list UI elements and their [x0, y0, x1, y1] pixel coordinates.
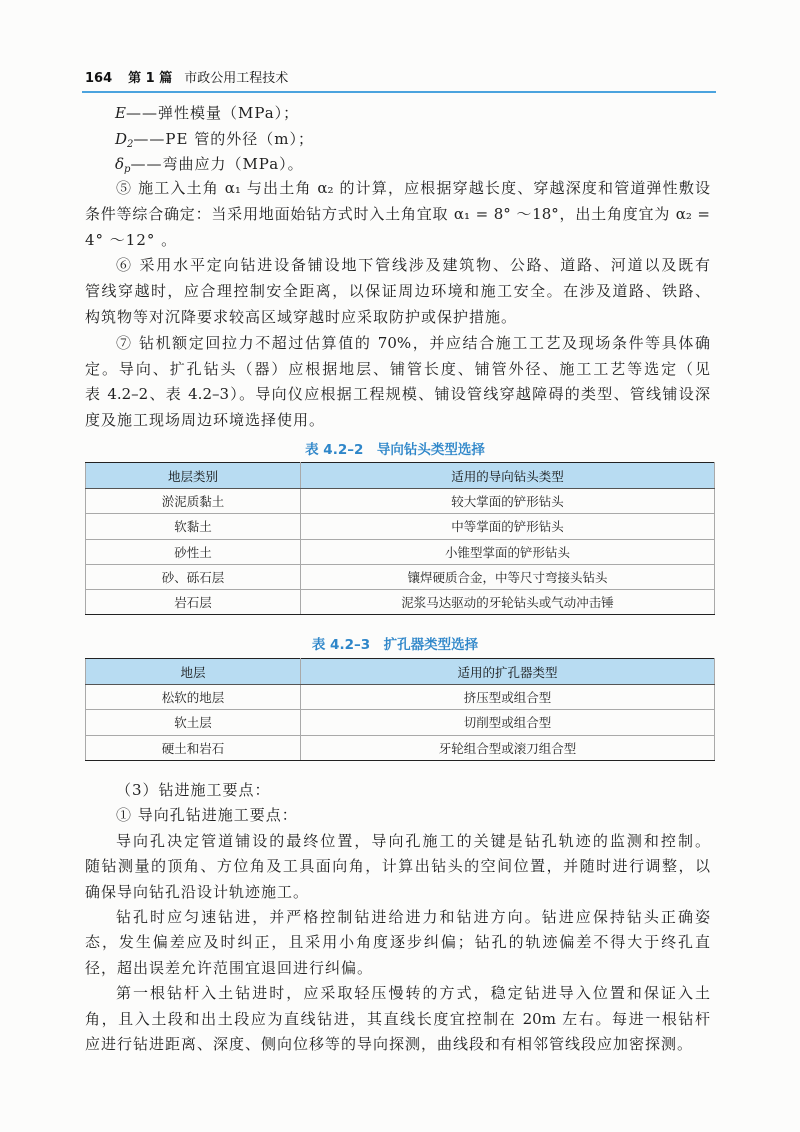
text-line: 态，发生偏差应及时纠正，且采用小角度逐步纠偏；钻孔的轨迹偏差不得大于终孔直: [85, 933, 710, 952]
table-cell: 中等掌面的铲形钻头: [301, 514, 715, 539]
table-header-cell: 适用的导向钻头类型: [301, 463, 715, 489]
text-line: ⑥ 采用水平定向钻进设备铺设地下管线涉及建筑物、公路、道路、河道以及既有: [116, 256, 710, 275]
section-heading: （3）钻进施工要点：: [116, 781, 271, 799]
text-line: 径，超出误差允许范围宜退回进行纠偏。: [85, 958, 374, 977]
table-cell: 牙轮组合型或滚刀组合型: [301, 735, 715, 760]
table-cell: 砂性土: [86, 539, 301, 564]
text-line: 应进行钻进距离、深度、侧向位移等的导向探测，曲线段和有相邻管线段应加密探测。: [85, 1034, 694, 1053]
table-cell: 砂、砾石层: [86, 564, 301, 589]
table-cell: 淤泥质黏土: [86, 489, 301, 514]
page-number: 164: [85, 71, 113, 86]
part-title: 市政公用工程技术: [184, 71, 289, 86]
table-row: [86, 489, 715, 514]
table-row: [86, 539, 715, 564]
definition-line: [115, 127, 515, 153]
table-header-row: [86, 659, 715, 685]
header-rule: [82, 91, 716, 93]
table-row: [86, 710, 715, 735]
table-header-cell: 地层: [86, 659, 301, 685]
text-line: ⑤ 施工入土角 α₁ 与出土角 α₂ 的计算，应根据穿越长度、穿越深度和管道弹性敷设: [116, 179, 710, 197]
paragraph: [85, 905, 710, 981]
paragraph-item-7: [85, 331, 710, 434]
table-header-cell: 地层类别: [86, 463, 301, 489]
text-line: 4° ～12° 。: [85, 230, 178, 249]
text-line: 管线穿越时，应合理控制安全距离，以保证周边环境和施工安全。在涉及道路、铁路、: [85, 282, 710, 301]
text-line: 构筑物等对沉降要求较高区域穿越时应采取防护或保护措施。: [85, 307, 518, 326]
paragraph: [85, 981, 710, 1057]
table-cell: 软土层: [86, 710, 301, 735]
table-cell: 泥浆马达驱动的牙轮钻头或气动冲击锤: [301, 590, 715, 615]
table-cell: 硬土和岩石: [86, 735, 301, 760]
table-cell: 小锥型掌面的铲形钻头: [301, 539, 715, 564]
subsection-heading: ① 导向孔钻进施工要点：: [116, 806, 298, 825]
text-line: 表 4.2–2、表 4.2–3）。导向仪应根据工程规模、铺设管线穿越障碍的类型、管线铺设深: [85, 385, 710, 404]
text-line: 度及施工现场周边环境选择使用。: [85, 411, 326, 430]
drill-bit-table: [85, 462, 715, 615]
symbol: E: [115, 104, 126, 122]
definition-text: ——PE 管的外径（m）；: [133, 129, 314, 148]
definition-text: ——弹性模量（MPa）；: [125, 104, 300, 122]
symbol-subscript: p: [124, 164, 131, 175]
running-header: [85, 70, 288, 88]
table-row: [86, 590, 715, 615]
table-cell: 镶焊硬质合金，中等尺寸弯接头钻头: [301, 564, 715, 589]
definition-line: [115, 152, 515, 178]
text-line: 角，且入土段和出土段应为直线钻进，其直线长度宜控制在 20m 左右。每进一根钻杆: [85, 1009, 710, 1028]
table-cell: 软黏土: [86, 514, 301, 539]
paragraph: [85, 829, 710, 905]
lower-body-text: [85, 778, 710, 1057]
paragraph-item-6: [85, 253, 710, 330]
reamer-table: [85, 658, 715, 761]
table-header-row: [86, 463, 715, 489]
table-caption: 表 4.2–2 导向钻头类型选择: [305, 442, 485, 458]
definition-text: ——弯曲应力（MPa）。: [130, 155, 304, 173]
text-line: 第一根钻杆入土钻进时，应采取轻压慢转的方式，稳定钻进导入位置和保证入土: [116, 984, 710, 1003]
table-cell: 岩石层: [86, 590, 301, 615]
table-cell: 松软的地层: [86, 685, 301, 710]
definition-line: [115, 101, 515, 127]
table-header-cell: 适用的扩孔器类型: [301, 659, 715, 685]
text-line: 钻孔时应匀速钻进，并严格控制钻进给进力和钻进方向。钻进应保持钻头正确姿: [116, 907, 710, 926]
text-line: 定。导向、扩孔钻头（器）应根据地层、铺管长度、铺管外径、施工工艺等选定（见: [85, 359, 710, 378]
part-label: 第 1 篇: [128, 71, 173, 86]
paragraph-item-5: [85, 176, 710, 253]
table-row: [86, 685, 715, 710]
text-line: 条件等综合确定：当采用地面始钻方式时入土角宜取 α₁ = 8° ～18°，出土角度宜为 α₂ =: [85, 204, 710, 223]
text-line: 随钻测量的顶角、方位角及工具面向角，计算出钻头的空间位置，并随时进行调整，以: [85, 857, 710, 876]
table-row: [86, 564, 715, 589]
table-row: [86, 514, 715, 539]
symbol: δ: [115, 155, 125, 173]
table-row: [86, 735, 715, 760]
table-caption: 表 4.2–3 扩孔器类型选择: [311, 637, 479, 653]
table-cell: 切削型或组合型: [301, 710, 715, 735]
symbol-definitions: [115, 101, 515, 178]
table-cell: 较大掌面的铲形钻头: [301, 489, 715, 514]
symbol-subscript: 2: [127, 138, 134, 150]
symbol: D: [115, 129, 128, 148]
text-line: 确保导向钻孔沿设计轨迹施工。: [85, 882, 310, 901]
text-line: ⑦ 钻机额定回拉力不超过估算值的 70%，并应结合施工工艺及现场条件等具体确: [116, 333, 710, 352]
table-cell: 挤压型或组合型: [301, 685, 715, 710]
text-line: 导向孔决定管道铺设的最终位置，导向孔施工的关键是钻孔轨迹的监测和控制。: [116, 831, 710, 850]
upper-body-text: [85, 176, 710, 434]
